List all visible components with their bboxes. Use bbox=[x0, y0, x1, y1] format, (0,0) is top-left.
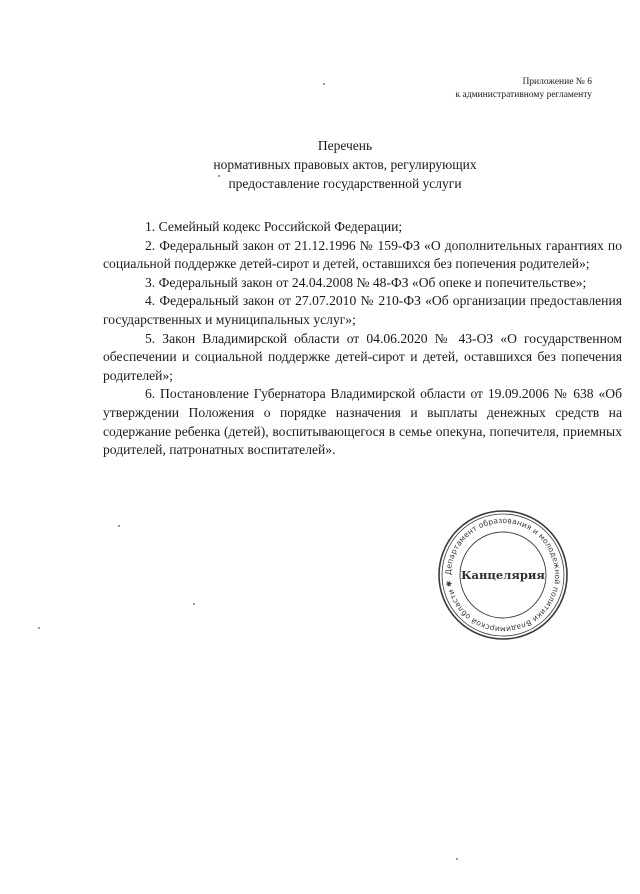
scan-speck bbox=[118, 525, 120, 527]
title-line-2: нормативных правовых актов, регулирующих bbox=[213, 157, 477, 172]
list-item: 6. Постановление Губернатора Владимирской области от 19.09.2006 № 638 «Об утверждении Положения о порядке назначения и выплаты денежных средств на содержание ребенка (детей), воспитывающегося в семье опекуна, попечителя, приемных родителей, патронатных воспитателей». bbox=[103, 386, 622, 458]
appendix-note bbox=[456, 76, 592, 102]
scan-speck bbox=[456, 858, 458, 860]
svg-text:Канцелярия: Канцелярия bbox=[461, 568, 545, 582]
appendix-reference: к административному регламенту bbox=[455, 90, 592, 100]
scan-speck bbox=[323, 83, 325, 85]
scan-speck bbox=[218, 175, 220, 177]
list-item: 1. Семейный кодекс Российской Федерации; bbox=[145, 219, 403, 234]
scan-speck bbox=[193, 603, 195, 605]
stamp-seal-icon bbox=[437, 509, 569, 641]
appendix-number: Приложение № 6 bbox=[522, 77, 592, 87]
title-line-1: Перечень bbox=[317, 138, 373, 153]
title-line-3: предоставление государственной услуги bbox=[228, 176, 462, 191]
list-item: 2. Федеральный закон от 21.12.1996 № 159-ФЗ «О дополнительных гарантиях по социальной поддержке детей-сирот и детей, оставшихся без попечения родителей»; bbox=[103, 237, 622, 272]
scan-speck bbox=[38, 627, 40, 629]
legal-acts-list bbox=[103, 218, 622, 460]
list-item: 3. Федеральный закон от 24.04.2008 № 48-ФЗ «Об опеке и попечительстве»; bbox=[145, 274, 587, 290]
document-title bbox=[180, 136, 510, 193]
list-item: 5. Закон Владимирской области от 04.06.2020 № 43-ОЗ «О государственном обеспечении и социальной поддержке детей-сирот и детей, оставшихся без попечения родителей»; bbox=[103, 330, 622, 383]
office-stamp bbox=[437, 509, 569, 641]
list-item: 4. Федеральный закон от 27.07.2010 № 210-ФЗ «Об организации предоставления государственных и муниципальных услуг»; bbox=[103, 293, 622, 327]
svg-text:Департамент образования и моло: Департамент образования и молодежной политики Владимирской области ✱ bbox=[443, 515, 563, 635]
